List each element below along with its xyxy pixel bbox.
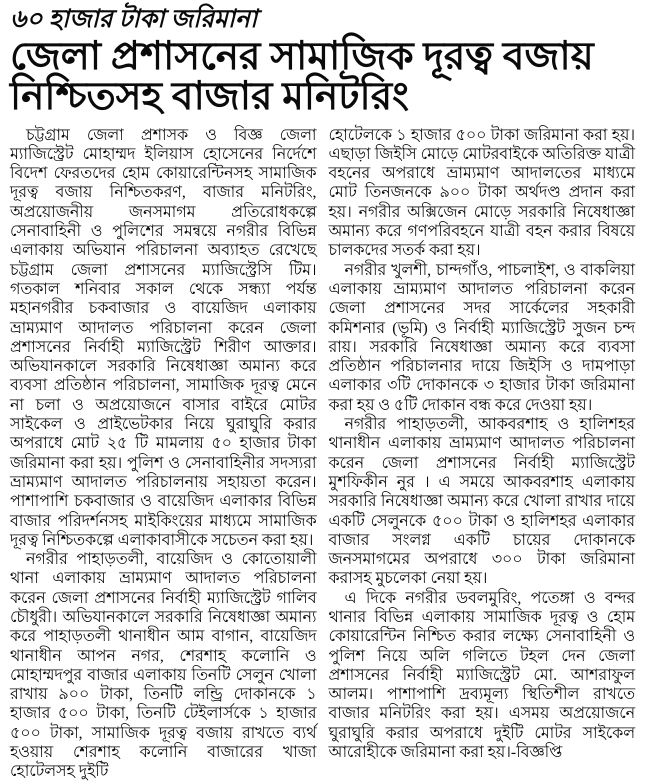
column-left	[10, 126, 317, 782]
article-paragraph: চট্টগ্রাম জেলা প্রশাসক ও বিজ্ঞ জেলা ম্যাজিস্ট্রেট মোহাম্মদ ইলিয়াস হোসেনের নির্দেশে বিদেশ ফেরতদের হোম কোয়ারেন্টিনসহ সামাজিক দূরত্ব বজায় নিশ্চিতকরণ, বাজার মনিটরিং, অপ্রয়োজনীয় জনসমাগম প্রতিরোধকল্পে সেনাবাহিনী ও পুলিশের সমন্বয়ে নগরীর বিভিন্ন এলাকায় অভিযান পরিচালনা অব্যাহত রেখেছে চট্টগ্রাম জেলা প্রশাসনের ম্যাজিস্ট্রেসি টিম। গতকাল শনিবার সকাল থেকে সন্ধ্যা পর্যন্ত মহানগরীর চকবাজার ও বায়েজিদ এলাকায় ভ্রাম্যমাণ আদালত পরিচালনা করেন জেলা প্রশাসনের নির্বাহী ম্যাজিস্ট্রেট শিরীণ আক্তার। অভিযানকালে সরকারি নিষেধাজ্ঞা অমান্য করে ব্যবসা প্রতিষ্ঠান পরিচালনা, সামাজিক দূরত্ব মেনে না চলা ও অপ্রয়োজনে বাসার বাইরে মোটর সাইকেল ও প্রাইভেটকার নিয়ে ঘুরাঘুরি করার অপরাধে মোট ২৫ টি মামলায় ৫০ হাজার টাকা জরিমানা করা হয়। পুলিশ ও সেনাবাহিনীর সদস্যরা ভ্রাম্যমাণ আদালত পরিচালনায় সহায়তা করেন। পাশাপাশি চকবাজার ও বায়েজিদ এলাকার বিভিন্ন বাজার পরিদর্শনসহ মাইকিংয়ের মাধ্যমে সামাজিক দূরত্ব নিশ্চিতকল্পে এলাকাবাসীকে সচেতন করা হয়।	[10, 126, 317, 549]
article-paragraph: নগরীর পাহাড়তলী, বায়েজিদ ও কোতোয়ালী থানা এলাকায় ভ্রাম্যমাণ আদালত পরিচালনা করেন জেলা প্রশাসনের নির্বাহী ম্যাজিস্ট্রেট গালিব চৌধুরী। অভিযানকালে সরকারি নিষেধাজ্ঞা অমান্য করে পাহাড়তলী থানাধীন আম বাগান, বায়েজিদ থানাধীন আপন নগর, শেরশাহ কলোনি ও মোহাম্মদপুর বাজার এলাকায় তিনটি সেলুন খোলা রাখায় ৯০০ টাকা, তিনটি লন্ড্রি দোকানকে ১ হাজার ৫০০ টাকা, তিনটি টেইলার্সকে ১ হাজার ৫০০ টাকা, সামাজিক দূরত্ব বজায় রাখতে ব্যর্থ হওয়ায় শেরশাহ কলোনি বাজারের খাজা হোটেলসহ দুইটি	[10, 551, 317, 781]
article-headline: জেলা প্রশাসনের সামাজিক দূরত্ব বজায় নিশ্চিতসহ বাজার মনিটরিং	[10, 35, 594, 119]
article-paragraph: নগরীর খুলশী, চান্দগাঁও, পাচলাইশ, ও বাকলিয়া এলাকায় ভ্রাম্যমাণ আদালত পরিচালনা করেন জেলা প্রশাসনের সদর সার্কেলের সহকারী কমিশনার (ভূমি) ও নির্বাহী ম্যাজিস্ট্রেট সুজন চন্দ রায়। সরকারি নিষেধাজ্ঞা অমান্য করে ব্যবসা প্রতিষ্ঠান পরিচালনার দায়ে জিইসি ও দামপাড়া এলাকার ৩টি দোকানকে ৩ হাজার টাকা জরিমানা করা হয় ও ৫টি দোকান বন্ধ করে দেওয়া হয়।	[328, 261, 635, 414]
column-right	[329, 126, 636, 763]
article-paragraph: এ দিকে নগরীর ডবলমুরিং, পতেঙ্গা ও বন্দর থানার বিভিন্ন এলাকায় সামাজিক দূরত্ব ও হোম কোয়ারেন্টিন নিশ্চিত করার লক্ষ্যে সেনাবাহিনী ও পুলিশ নিয়ে অলি গলিতে টহল দেন জেলা প্রশাসনের নির্বাহী ম্যাজিস্ট্রেট মো. আশরাফুল আলম। পাশাপাশি দ্রব্যমূল্য স্থিতিশীল রাখতে বাজার মনিটরিং করা হয়। এসময় অপ্রয়োজনে ঘুরাঘুরি করার অপরাধে দুইটি মোটর সাইকেল আরোহীকে জরিমানা করা হয়।-বিজ্ঞপ্তি	[328, 589, 635, 762]
article-paragraph: নগরীর পাহাড়তলী, আকবরশাহ ও হালিশহর থানাধীন এলাকায় ভ্রাম্যমাণ আদালত পরিচালনা করেন জেলা প্রশাসনের নির্বাহী ম্যাজিস্ট্রেট মুশফিকীন নুর । এ সময়ে আকবরশাহ এলাকায় সরকারি নিষেধাজ্ঞা অমান্য করে খোলা রাখার দায়ে একটি সেলুনকে ৫০০ টাকা ও হালিশহর এলাকার বাজার সংলগ্ন একটি চায়ের দোকানকে জনসমাগমের অপরাধে ৩০০ টাকা জরিমানা করাসহ মুচলেকা নেয়া হয়।	[328, 416, 635, 588]
article-body	[10, 126, 635, 782]
article-paragraph-continuation: হোটেলকে ১ হাজার ৫০০ টাকা জরিমানা করা হয়। এছাড়া জিইসি মোড়ে মোটরবাইকে অতিরিক্ত যাত্রী বহনের অপরাধে ভ্রাম্যমাণ আদালতের মাধ্যমে মোট তিনজনকে ৯০০ টাকা অর্থদণ্ড প্রদান করা হয়। নগরীর অক্সিজেন মোড়ে সরকারি নিষেধাজ্ঞা অমান্য করে গণপরিবহনে যাত্রী বহন করার বিষয়ে চালকদের সতর্ক করা হয়।	[328, 126, 635, 260]
kicker-headline: ৬০ হাজার টাকা জরিমানা	[10, 6, 258, 33]
